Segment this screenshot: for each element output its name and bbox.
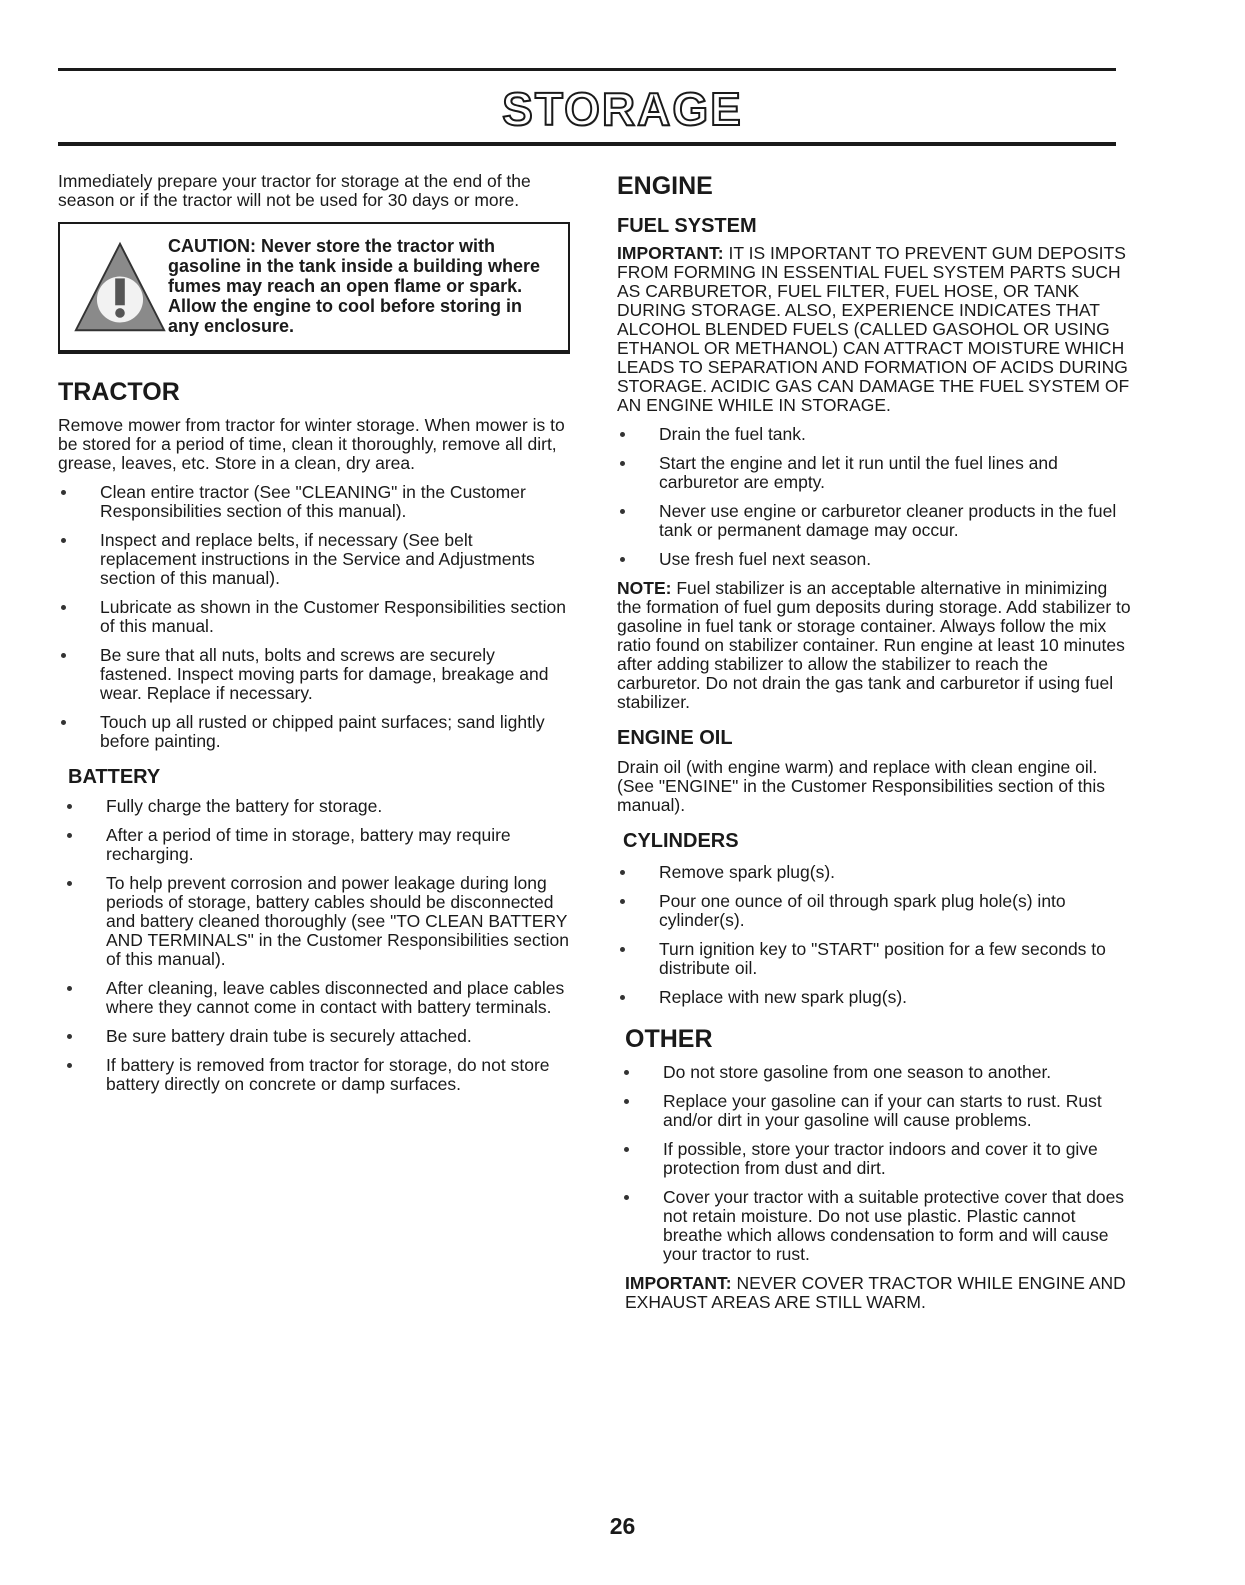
list-item: Do not store gasoline from one season to another.: [621, 1063, 1132, 1082]
list-item: Use fresh fuel next season.: [617, 550, 1132, 569]
list-item: Lubricate as shown in the Customer Responsibilities section of this manual.: [58, 598, 570, 636]
cylinders-heading: CYLINDERS: [623, 830, 739, 852]
top-rule: [58, 68, 1116, 71]
right-column: [617, 172, 1132, 1312]
warning-triangle-icon: [72, 240, 168, 336]
left-column: [58, 172, 570, 1104]
list-item: Be sure that all nuts, bolts and screws are securely fastened. Inspect moving parts for damage, breakage and wear. Replace if necessary.: [58, 646, 570, 703]
tractor-body: Remove mower from tractor for winter storage. When mower is to be stored for a period of time, clean it thoroughly, remove all dirt, grease, leaves, etc. Store in a clean, dry area.: [58, 415, 565, 473]
list-item: Touch up all rusted or chipped paint surfaces; sand lightly before painting.: [58, 713, 570, 751]
list-item: After cleaning, leave cables disconnected and place cables where they cannot come in contact with battery terminals.: [64, 979, 570, 1017]
caution-box: [58, 222, 570, 354]
page-number: 26: [609, 1513, 636, 1539]
important-text: NEVER COVER TRACTOR WHILE ENGINE AND EXHAUST AREAS ARE STILL WARM.: [625, 1273, 1126, 1312]
list-item: If battery is removed from tractor for storage, do not store battery directly on concrete or damp surfaces.: [64, 1056, 570, 1094]
engine-oil-heading: ENGINE OIL: [617, 727, 733, 749]
note-text: Fuel stabilizer is an acceptable alternative in minimizing the formation of fuel gum deposits during storage. Add stabilizer to gasoline in fuel tank or storage container. Always follow the mix ratio found on stabilizer container. Run engine at least 10 minutes after adding stabilizer to allow the stabilizer to reach the carburetor. Do not drain the gas tank and carburetor if using fuel stabilizer.: [617, 578, 1131, 712]
tractor-heading: TRACTOR: [58, 378, 180, 406]
important-label: IMPORTANT:: [625, 1273, 732, 1293]
list-item: Replace your gasoline can if your can starts to rust. Rust and/or dirt in your gasoline will cause problems.: [621, 1092, 1132, 1130]
fuel-system-heading: FUEL SYSTEM: [617, 215, 757, 237]
title-rule: [58, 142, 1116, 146]
list-item: Never use engine or carburetor cleaner products in the fuel tank or permanent damage may occur.: [617, 502, 1132, 540]
battery-list: [64, 797, 570, 1094]
list-item: Pour one ounce of oil through spark plug hole(s) into cylinder(s).: [617, 892, 1132, 930]
list-item: If possible, store your tractor indoors and cover it to give protection from dust and dirt.: [621, 1140, 1132, 1178]
engine-oil-body: Drain oil (with engine warm) and replace with clean engine oil. (See "ENGINE" in the Customer Responsibilities section of this manual).: [617, 757, 1106, 815]
list-item: Cover your tractor with a suitable protective cover that does not retain moisture. Do not use plastic. Plastic cannot breathe which allows condensation to form and will cause your tractor to rust.: [621, 1188, 1132, 1264]
important-label: IMPORTANT:: [617, 243, 724, 263]
list-item: Remove spark plug(s).: [617, 863, 1132, 882]
tractor-list: [58, 483, 570, 751]
caution-text: CAUTION: Never store the tractor with gasoline in the tank inside a building where fumes may reach an open flame or spark. Allow the engine to cool before storing in any enclosure.: [168, 236, 541, 336]
fuel-note: [617, 579, 1132, 712]
list-item: Clean entire tractor (See "CLEANING" in the Customer Responsibilities section of this manual).: [58, 483, 570, 521]
list-item: Replace with new spark plug(s).: [617, 988, 1132, 1007]
important-text: IT IS IMPORTANT TO PREVENT GUM DEPOSITS FROM FORMING IN ESSENTIAL FUEL SYSTEM PARTS SUCH AS CARBURETOR, FUEL FILTER, FUEL HOSE, OR TANK DURING STORAGE. ALSO, EXPERIENCE INDICATES THAT ALCOHOL BLENDED FUELS (CALLED GASOHOL OR USING ETHANOL OR METHANOL) CAN ATTRACT MOISTURE WHICH LEADS TO SEPARATION AND FORMATION OF ACIDS DURING STORAGE. ACIDIC GAS CAN DAMAGE THE FUEL SYSTEM OF AN ENGINE WHILE IN STORAGE.: [617, 243, 1130, 415]
list-item: Be sure battery drain tube is securely attached.: [64, 1027, 570, 1046]
list-item: Turn ignition key to "START" position for a few seconds to distribute oil.: [617, 940, 1132, 978]
list-item: Inspect and replace belts, if necessary (See belt replacement instructions in the Service and Adjustments section of this manual).: [58, 531, 570, 588]
list-item: Start the engine and let it run until the fuel lines and carburetor are empty.: [617, 454, 1132, 492]
list-item: To help prevent corrosion and power leakage during long periods of storage, battery cables should be disconnected and battery cleaned thoroughly (see "TO CLEAN BATTERY AND TERMINALS" in the Customer Responsibilities section of this manual).: [64, 874, 570, 969]
cylinders-list: [617, 863, 1132, 1007]
battery-heading: BATTERY: [68, 766, 161, 788]
list-item: After a period of time in storage, battery may require recharging.: [64, 826, 570, 864]
note-label: NOTE:: [617, 578, 672, 598]
page-title: STORAGE: [502, 83, 743, 135]
fuel-important: [617, 244, 1132, 415]
list-item: Fully charge the battery for storage.: [64, 797, 570, 816]
other-important: [625, 1274, 1132, 1312]
fuel-list: [617, 425, 1132, 569]
engine-heading: ENGINE: [617, 172, 713, 200]
other-heading: OTHER: [625, 1025, 713, 1053]
intro-paragraph: Immediately prepare your tractor for storage at the end of the season or if the tractor will not be used for 30 days or more.: [58, 171, 531, 210]
other-list: [621, 1063, 1132, 1264]
list-item: Drain the fuel tank.: [617, 425, 1132, 444]
